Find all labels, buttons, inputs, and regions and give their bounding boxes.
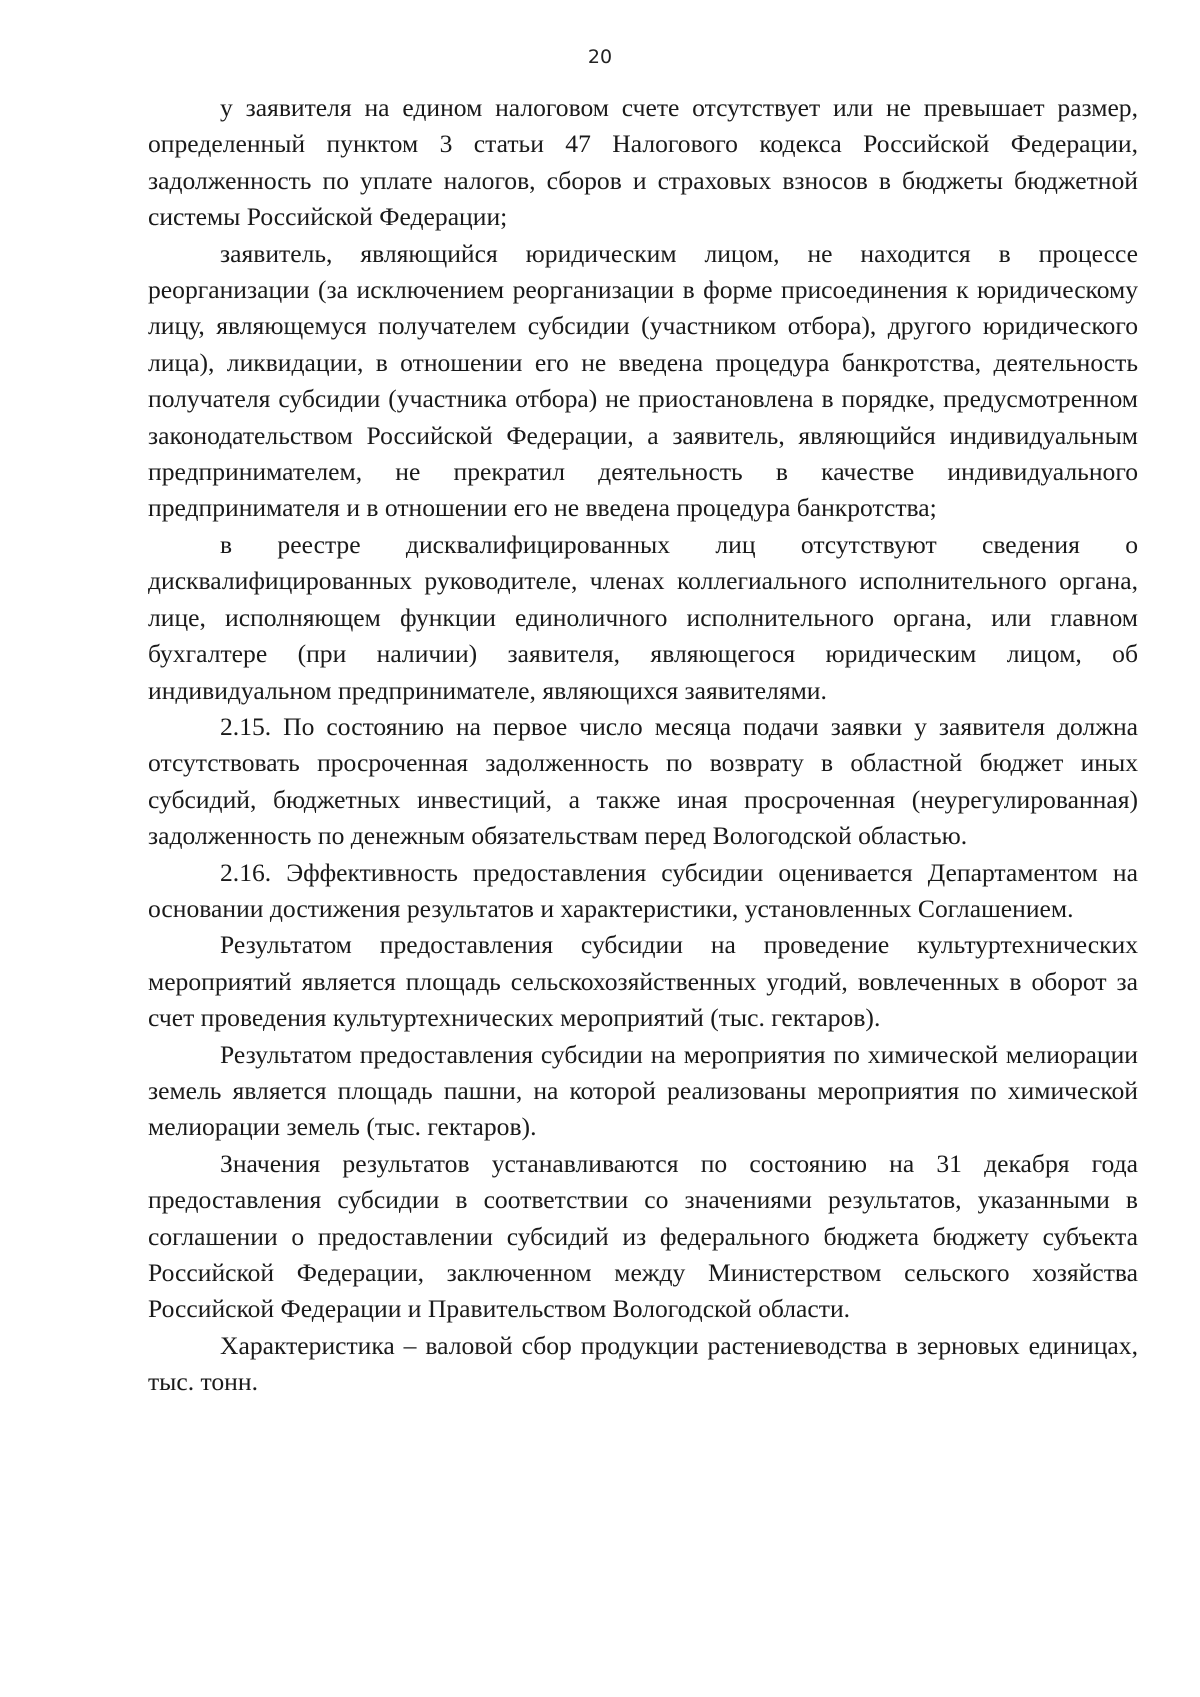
document-body [148,90,1138,1401]
paragraph-2-15: 2.15. По состоянию на первое число месяца подачи заявки у заявителя должна отсутствовать просроченная задолженность по возврату в областной бюджет иных субсидий, бюджетных инвестиций, а также иная просроченная (неурегулированная) задолженность по денежным обязательствам перед Вологодской областью. [148,711,1138,851]
paragraph-disqualified-registry: в реестре дисквалифицированных лиц отсутствуют сведения о дисквалифицированных руководителе, членах коллегиального исполнительного органа, лице, исполняющем функции единоличного исполнительного органа, или главном бухгалтере (при наличии) заявителя, являющегося юридическим лицом, об индивидуальном предпринимателе, являющихся заявителями. [148,529,1138,705]
paragraph-2-16: 2.16. Эффективность предоставления субсидии оценивается Департаментом на основании достижения результатов и характеристики, установленных Соглашением. [148,857,1138,923]
paragraph-result-chemical: Результатом предоставления субсидии на мероприятия по химической мелиорации земель является площадь пашни, на которой реализованы мероприятия по химической мелиорации земель (тыс. гектаров). [148,1039,1138,1142]
paragraph-result-values: Значения результатов устанавливаются по состоянию на 31 декабря года предоставления субсидии в соответствии со значениями результатов, указанными в соглашении о предоставлении субсидий из федерального бюджета бюджету субъекта Российской Федерации, заключенном между Министерством сельского хозяйства Российской Федерации и Правительством Вологодской области. [148,1148,1138,1324]
paragraph-tax-debt: у заявителя на едином налоговом счете отсутствует или не превышает размер, определенный пунктом 3 статьи 47 Налогового кодекса Российской Федерации, задолженность по уплате налогов, сборов и страховых взносов в бюджеты бюджетной системы Российской Федерации; [148,93,1138,232]
paragraph-result-culturetech: Результатом предоставления субсидии на проведение культуртехнических мероприятий является площадь сельскохозяйственных угодий, вовлеченных в оборот за счет проведения культуртехнических мероприятий (тыс. гектаров). [148,930,1138,1033]
paragraph-characteristic: Характеристика – валовой сбор продукции растениеводства в зерновых единицах, тыс. тонн. [148,1330,1138,1397]
page-number: 20 [587,46,613,68]
paragraph-reorganization: заявитель, являющийся юридическим лицом, не находится в процессе реорганизации (за исключением реорганизации в форме присоединения к юридическому лицу, являющемуся получателем субсидии (участником отбора), другого юридического лица), ликвидации, в отношении его не введена процедура банкротства, деятельность получателя субсидии (участника отбора) не приостановлена в порядке, предусмотренном законодательством Российской Федерации, а заявитель, являющийся индивидуальным предпринимателем, не прекратил деятельность в качестве индивидуального предпринимателя и в отношении его не введена процедура банкротства; [148,238,1138,523]
